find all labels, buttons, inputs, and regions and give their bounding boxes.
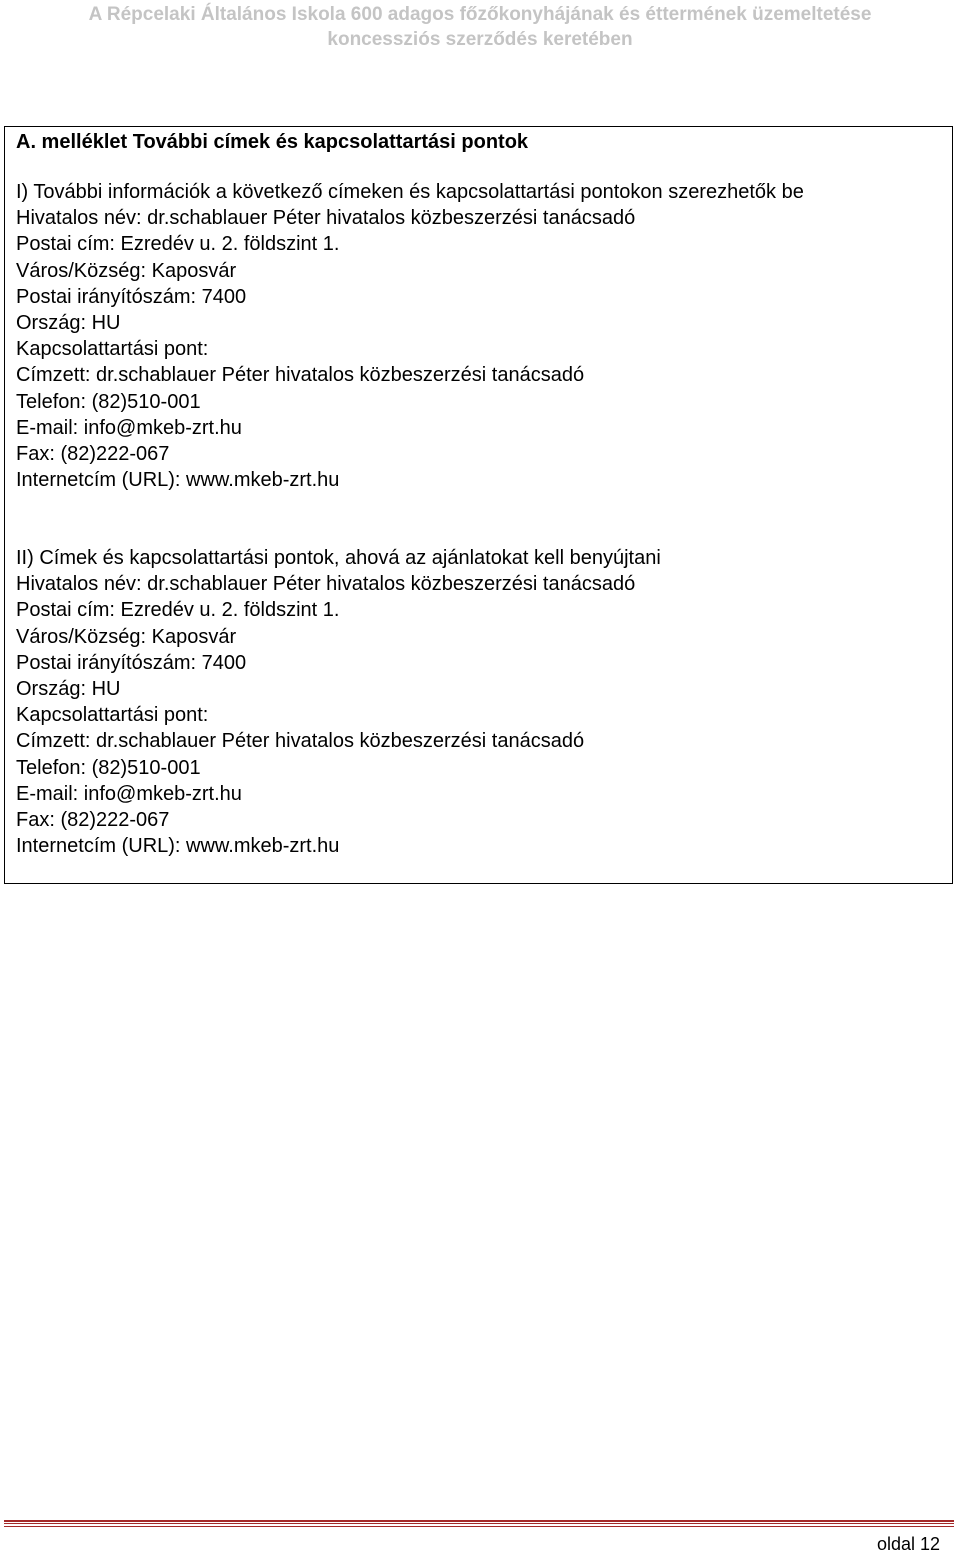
section-heading: II) Címek és kapcsolattartási pontok, ahová az ajánlatokat kell benyújtani (16, 547, 661, 569)
fax: Fax: (82)222-067 (16, 443, 170, 466)
section-further-info (16, 179, 804, 493)
contact-point: Kapcsolattartási pont: (16, 704, 209, 727)
postal-code: Postai irányítószám: 7400 (16, 285, 247, 308)
website-url: Internetcím (URL): www.mkeb-zrt.hu (16, 469, 340, 492)
city: Város/Község: Kaposvár (16, 625, 237, 648)
email: E-mail: info@mkeb-zrt.hu (16, 782, 242, 805)
footer-rule-thin (4, 1526, 954, 1527)
header-title-line-1: A Répcelaki Általános Iskola 600 adagos főzőkonyhájának és éttermének üzemeltetése (88, 4, 872, 25)
postal-address: Postai cím: Ezredév u. 2. földszint 1. (16, 233, 340, 256)
footer-rule (4, 1520, 954, 1524)
city: Város/Község: Kaposvár (16, 259, 237, 282)
postal-code: Postai irányítószám: 7400 (16, 651, 247, 674)
phone: Telefon: (82)510-001 (16, 756, 201, 779)
country: Ország: HU (16, 678, 121, 701)
addressee: Címzett: dr.schablauer Péter hivatalos közbeszerzési tanácsadó (16, 364, 585, 387)
section-heading: I) További információk a következő címeken és kapcsolattartási pontokon szerezhetők be (16, 181, 804, 203)
document-header (0, 2, 960, 52)
country: Ország: HU (16, 312, 121, 335)
addressee: Címzett: dr.schablauer Péter hivatalos közbeszerzési tanácsadó (16, 730, 585, 753)
email: E-mail: info@mkeb-zrt.hu (16, 416, 242, 439)
phone: Telefon: (82)510-001 (16, 390, 201, 413)
website-url: Internetcím (URL): www.mkeb-zrt.hu (16, 835, 340, 858)
contact-point: Kapcsolattartási pont: (16, 338, 209, 361)
official-name: Hivatalos név: dr.schablauer Péter hivatalos közbeszerzési tanácsadó (16, 573, 636, 596)
annex-box (4, 126, 953, 884)
official-name: Hivatalos név: dr.schablauer Péter hivatalos közbeszerzési tanácsadó (16, 207, 636, 230)
fax: Fax: (82)222-067 (16, 809, 170, 832)
section-submission-address (16, 545, 661, 859)
page-number: oldal 12 (876, 1534, 940, 1554)
annex-title: A. melléklet További címek és kapcsolattartási pontok (16, 131, 529, 153)
postal-address: Postai cím: Ezredév u. 2. földszint 1. (16, 599, 340, 622)
header-title-line-2: koncessziós szerződés keretében (327, 29, 633, 50)
